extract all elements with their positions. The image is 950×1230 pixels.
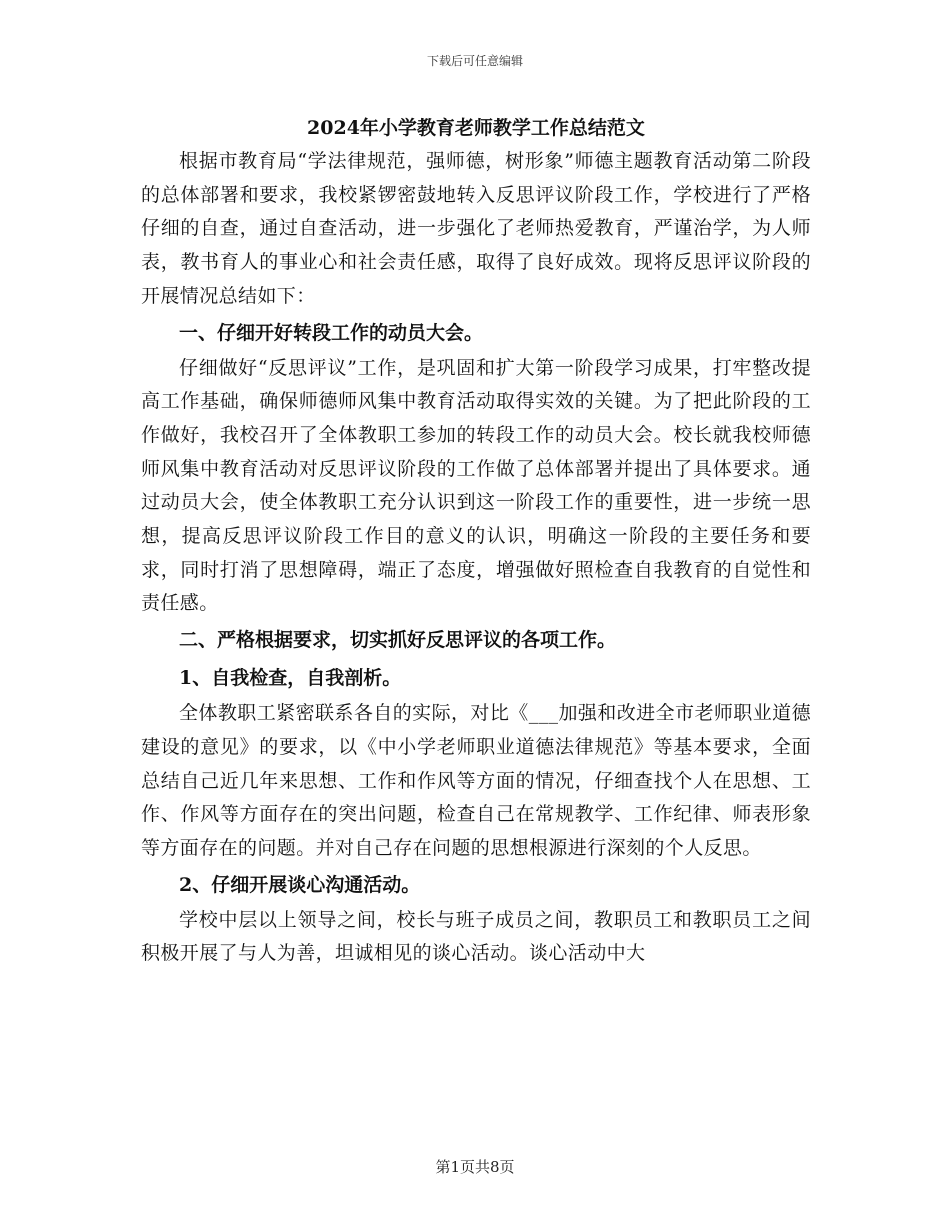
page-footer: 第1页共8页 — [435, 1158, 515, 1176]
section-heading-2: 二、严格根据要求，切实抓好反思评议的各项工作。 — [179, 629, 617, 652]
paragraph-intro: 根据市教育局“学法律规范，强师德，树形象”师德主题教育活动第二阶段的总体部署和要求，我校紧锣密鼓地转入反思评议阶段工作，学校进行了严格仔细的自查，通过自查活动，进一步强化了老师热爱教育，严谨治学，为人师表，教书育人的事业心和社会责任感，取得了良好成效。现将反思评议阶段的开展情况总结如下： — [141, 150, 811, 307]
subsection-heading-1: 1、自我检查，自我剖析。 — [179, 667, 402, 690]
paragraph-heart-to-heart: 学校中层以上领导之间，校长与班子成员之间，教职员工和教职员工之间积极开展了与人为善，坦诚相见的谈心活动。谈心活动中大 — [141, 908, 811, 965]
section-heading-1: 一、仔细开好转段工作的动员大会。 — [179, 321, 484, 344]
page-header: 下载后可任意编辑 — [426, 54, 523, 68]
paragraph-self-check: 全体教职工紧密联系各自的实际，对比《___加强和改进全市老师职业道德建设的意见》的要求，以《中小学老师职业道德法律规范》等基本要求，全面总结自己近几年来思想、工作和作风等方面的情况，仔细查找个人在思想、工作、作风等方面存在的突出问题，检查自己在常规教学、工作纪律、师表形象等方面存在的问题。并对自己存在问题的思想根源进行深刻的个人反思。 — [141, 702, 811, 859]
document-title: 2024年小学教育老师教学工作总结范文 — [307, 117, 645, 139]
document-body — [141, 111, 811, 971]
subsection-heading-2: 2、仔细开展谈心沟通活动。 — [179, 873, 421, 896]
paragraph-mobilization: 仔细做好“反思评议”工作，是巩固和扩大第一阶段学习成果，打牢整改提高工作基础，确保师德师风集中教育活动取得实效的关键。为了把此阶段的工作做好，我校召开了全体教职工参加的转段工作的动员大会。校长就我校师德师风集中教育活动对反思评议阶段的工作做了总体部署并提出了具体要求。通过动员大会，使全体教职工充分认识到这一阶段工作的重要性，进一步统一思想，提高反思评议阶段工作目的意义的认识，明确这一阶段的主要任务和要求，同时打消了思想障碍，端正了态度，增强做好照检查自我教育的自觉性和责任感。 — [141, 356, 811, 615]
